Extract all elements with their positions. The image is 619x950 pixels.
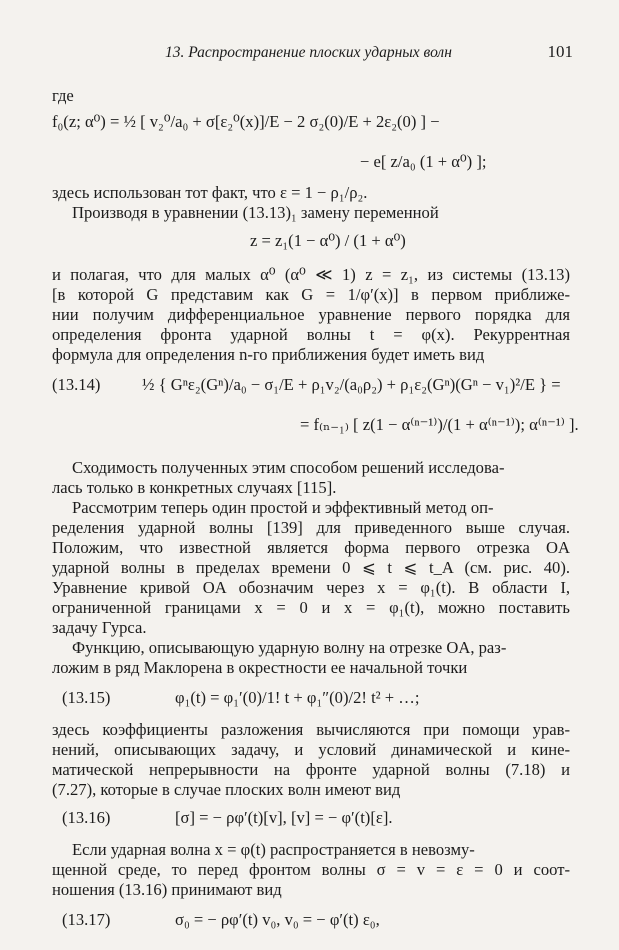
text-line: определения фронта ударной волны t = φ(x). Рекуррентная: [52, 325, 570, 344]
equation-13-17: σ₀ = − ρφ′(t) v₀, v₀ = − φ′(t) ε₀,: [175, 910, 380, 929]
equation-label: (13.15): [62, 688, 111, 707]
text-line: нений, описывающих задачу, и условий динамической и кине-: [52, 740, 570, 759]
text-line: здесь коэффициенты разложения вычисляются при помощи урав-: [52, 720, 570, 739]
equation-label: (13.16): [62, 808, 111, 827]
text-line: где: [52, 86, 74, 105]
text-line: Функцию, описывающую ударную волну на отрезке OA, раз-: [72, 638, 507, 657]
text-line: ограниченной границами x = 0 и x = φ₁(t), можно поставить: [52, 598, 570, 617]
text-line: (7.27), которые в случае плоских волн имеют вид: [52, 780, 401, 799]
text-line: ударной волны в пределах времени 0 ⩽ t ⩽ t_A (см. рис. 40).: [52, 558, 570, 577]
text-line: задачу Гурса.: [52, 618, 147, 637]
text-line: формула для определения n-го приближения будет иметь вид: [52, 345, 485, 364]
equation-label: (13.14): [52, 375, 101, 394]
text-line: щенной среде, то перед фронтом волны σ = v = ε = 0 и соот-: [52, 860, 570, 879]
text-line: Рассмотрим теперь один простой и эффективный метод оп-: [72, 498, 494, 517]
text-line: здесь использован тот факт, что ε = 1 − ρ₁/ρ₂.: [52, 183, 368, 202]
equation-13-15: φ₁(t) = φ₁′(0)/1! t + φ₁″(0)/2! t² + …;: [175, 688, 420, 707]
text-line: матической непрерывности на фронте ударной волны (7.18) и: [52, 760, 570, 779]
text-line: и полагая, что для малых α⁰ (α⁰ ≪ 1) z = z₁, из системы (13.13): [52, 265, 570, 284]
text-line: Если ударная волна x = φ(t) распространяется в невозму-: [72, 840, 475, 859]
equation-13-14-line2: = f₍ₙ₋₁₎ [ z(1 − α⁽ⁿ⁻¹⁾)/(1 + α⁽ⁿ⁻¹⁾); α⁽ⁿ⁻¹⁾ ].: [300, 415, 579, 434]
equation-13-16: [σ] = − ρφ′(t)[v], [v] = − φ′(t)[ε].: [175, 808, 393, 827]
text-line: ложим в ряд Маклорена в окрестности ее начальной точки: [52, 658, 468, 677]
equation-13-14-line1: ½ { Gⁿε₂(Gⁿ)/a₀ − σ₁/E + ρ₁v₂/(a₀ρ₂) + ρ₁ε₂(Gⁿ)(Gⁿ − v₁)²/E } =: [142, 375, 561, 394]
text-line: лась только в конкретных случаях [115].: [52, 478, 337, 497]
equation-label: (13.17): [62, 910, 111, 929]
text-line: ношения (13.16) принимают вид: [52, 880, 282, 899]
text-line: нии получим дифференциальное уравнение первого порядка для: [52, 305, 570, 324]
running-header: 13. Распространение плоских ударных волн: [165, 44, 452, 61]
text-line: Уравнение кривой OA обозначим через x = φ₁(t). В области I,: [52, 578, 570, 597]
equation-f0-line2: − e[ z/a₀ (1 + α⁰) ];: [360, 152, 487, 171]
equation-f0-line1: f₀(z; α⁰) = ½ [ v₂⁰/a₀ + σ[ε₂⁰(x)]/E − 2 σ₂(0)/E + 2ε₂(0) ] −: [52, 112, 440, 131]
page-number: 101: [547, 42, 573, 61]
text-line: ределения ударной волны [139] для приведенного выше случая.: [52, 518, 570, 537]
equation-z-substitution: z = z₁(1 − α⁰) / (1 + α⁰): [250, 231, 406, 250]
text-line: [в которой G представим как G = 1/φ′(x)] в первом приближе-: [52, 285, 570, 304]
text-line: Производя в уравнении (13.13)₁ замену переменной: [72, 203, 439, 222]
text-line: Сходимость полученных этим способом решений исследова-: [72, 458, 505, 477]
text-line: Положим, что известной является форма первого отрезка OA: [52, 538, 570, 557]
